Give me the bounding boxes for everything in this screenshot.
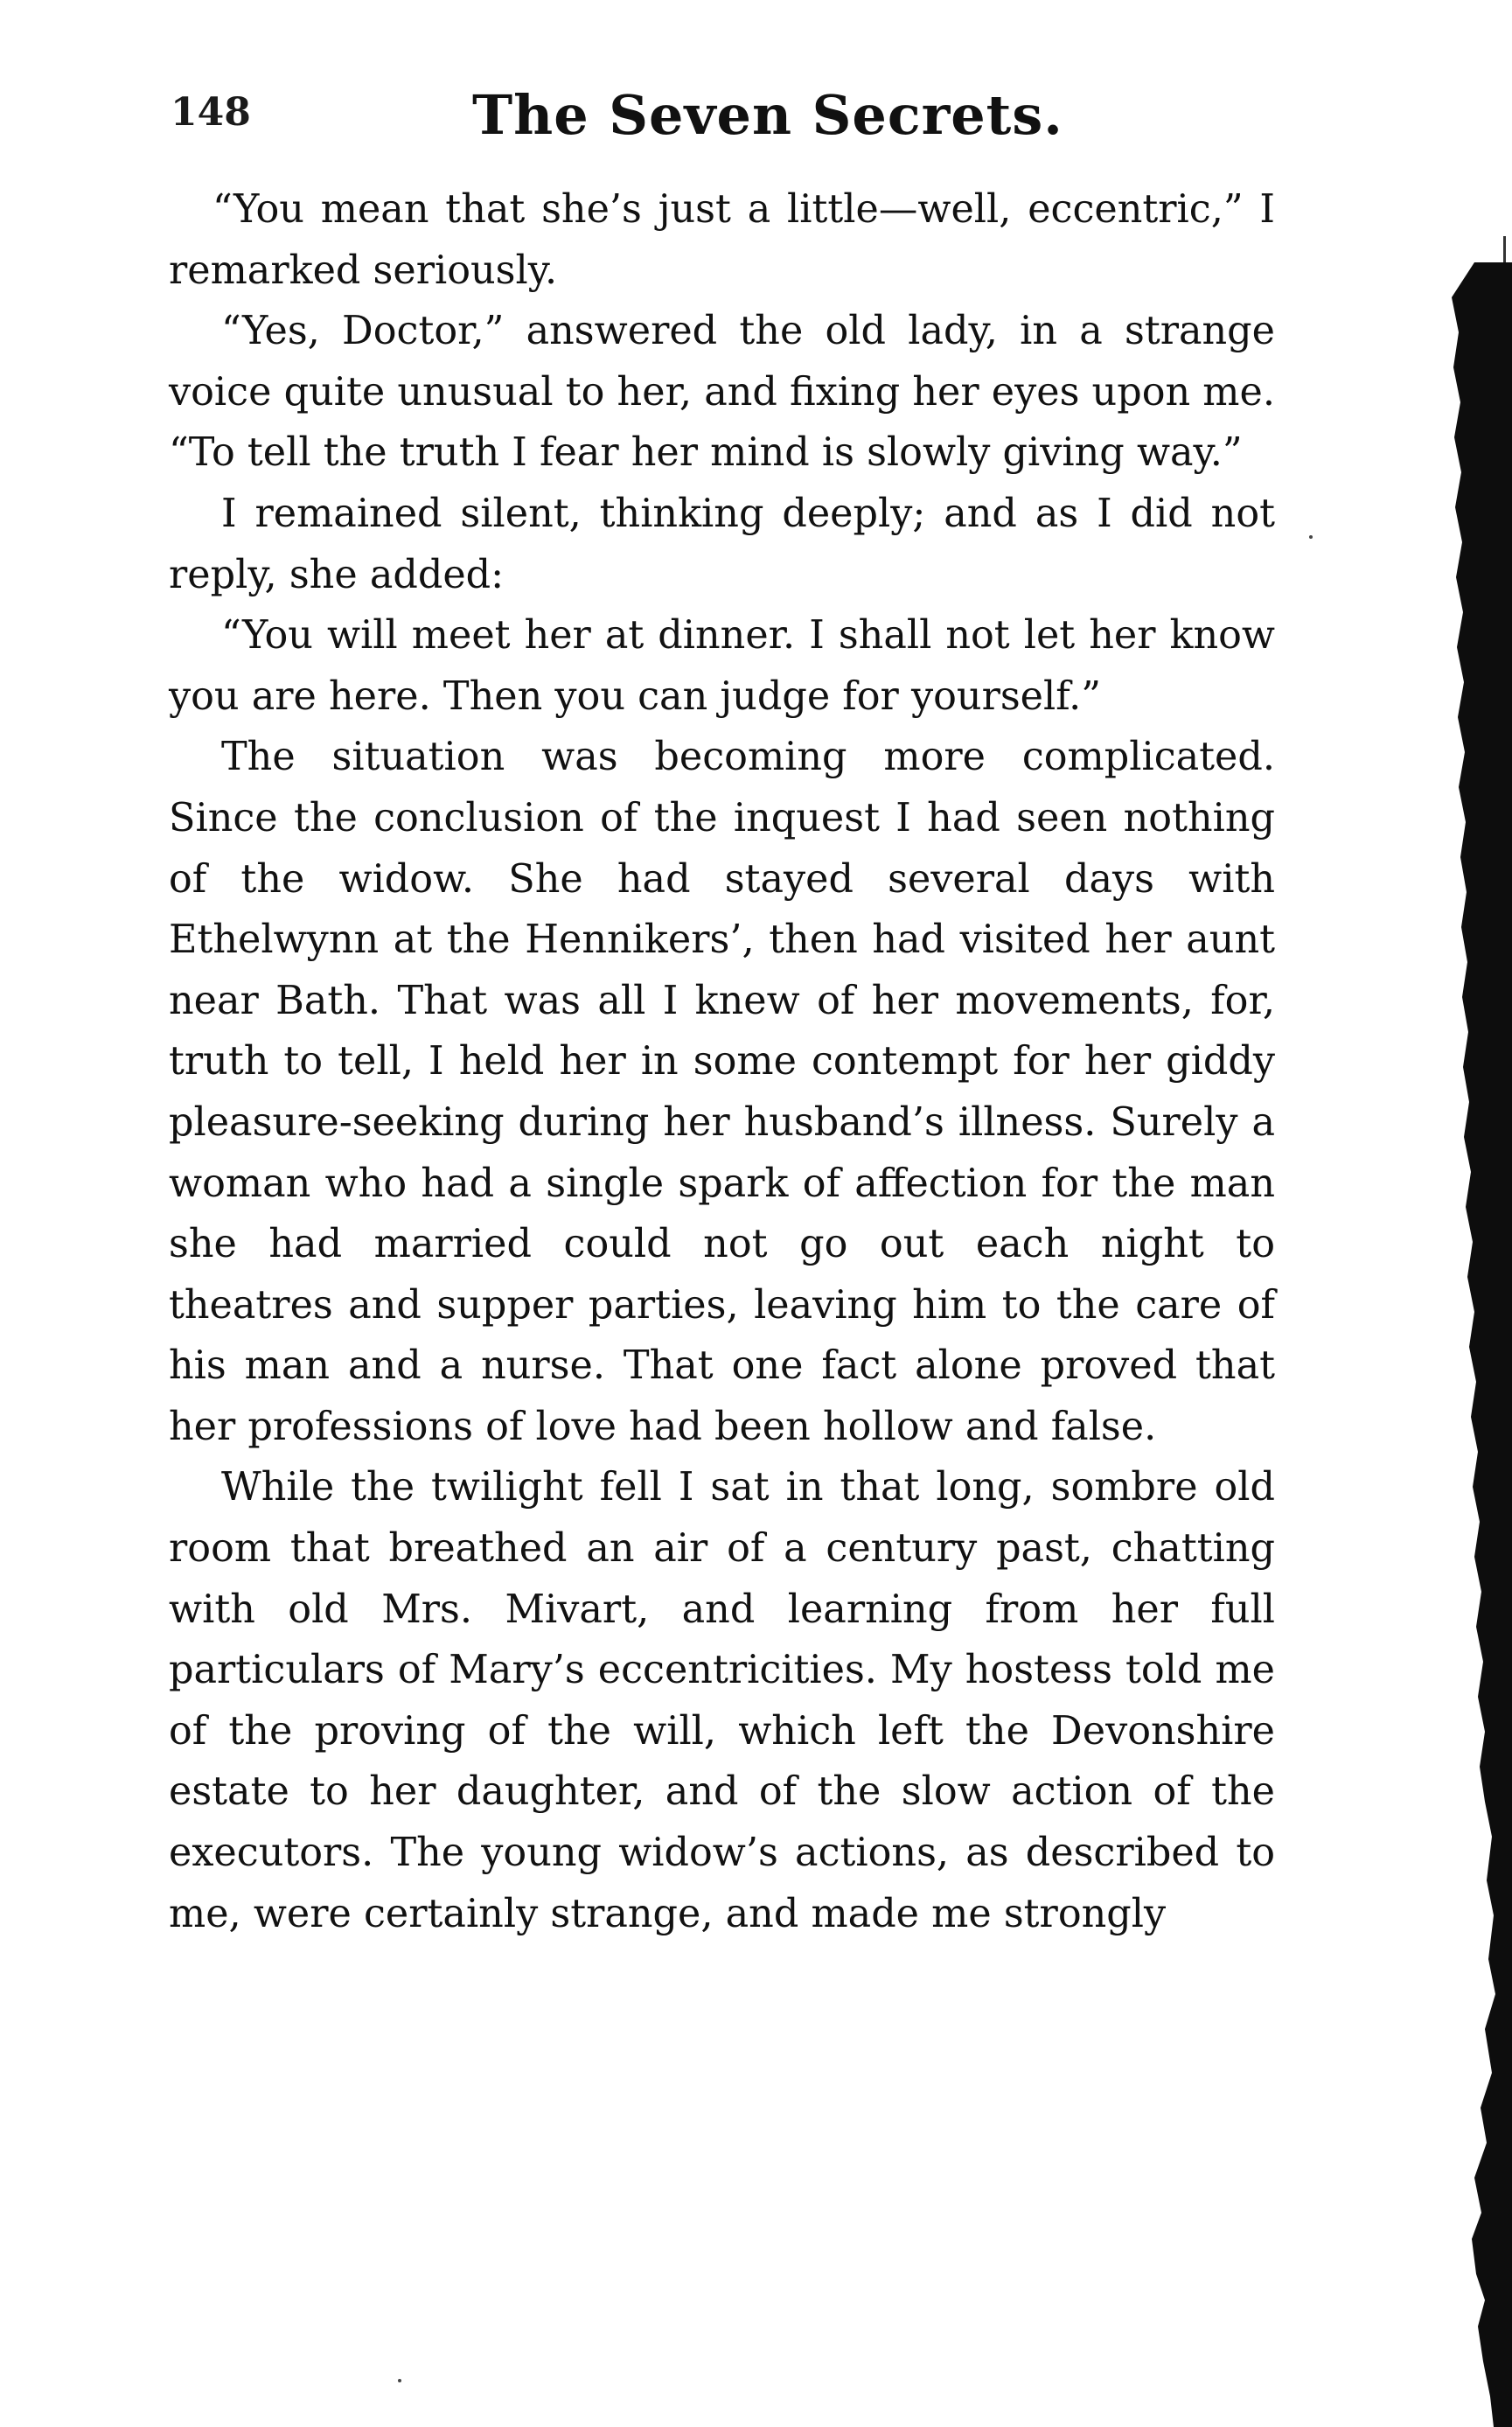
paragraph: “Yes, Doctor,” answered the old lady, in a strange voice quite unusual to her, and fixing her eyes upon me. “To tell the truth I fear her mind is slowly giving way.” [169, 309, 1275, 476]
paragraph: While the twilight fell I sat in that long, sombre old room that breathed an air of a century past, chatting with old Mrs. Mivart, and learning from her full particulars of Mary’s eccentricities. My hostess told me of the proving of the will, which left the Devonshire estate to her daughter, and of the slow action of the executors. The young widow’s actions, as described to me, were certainly strange, and made me strongly [169, 1465, 1275, 1936]
scan-edge-shadow [1432, 262, 1512, 2427]
paragraph: “You mean that she’s just a little—well, eccentric,” I remarked seriously. [169, 187, 1275, 293]
page-number: 148 [171, 90, 251, 135]
scan-speck [1309, 535, 1313, 539]
scan-speck [398, 2379, 401, 2382]
running-head [171, 83, 1272, 153]
paragraph: The situation was becoming more complicated. Since the conclusion of the inquest I had seen nothing of the widow. She had stayed several days with Ethelwynn at the Hennikers’, then had visited her aunt near Bath. That was all I knew of her movements, for, truth to tell, I held her in some contempt for her giddy pleasure-seeking during her husband’s illness. Surely a woman who had a single spark of affection for the man she had married could not go out each night to theatres and supper parties, leaving him to the care of his man and a nurse. That one fact alone proved that her professions of love had been hollow and false. [169, 735, 1275, 1449]
paragraph: “You will meet her at dinner. I shall not let her know you are here. Then you can judge for yourself.” [169, 613, 1275, 719]
running-title: The Seven Secrets. [472, 83, 1063, 147]
body-text [169, 179, 1275, 1944]
paragraph: I remained silent, thinking deeply; and as I did not reply, she added: [169, 491, 1275, 597]
